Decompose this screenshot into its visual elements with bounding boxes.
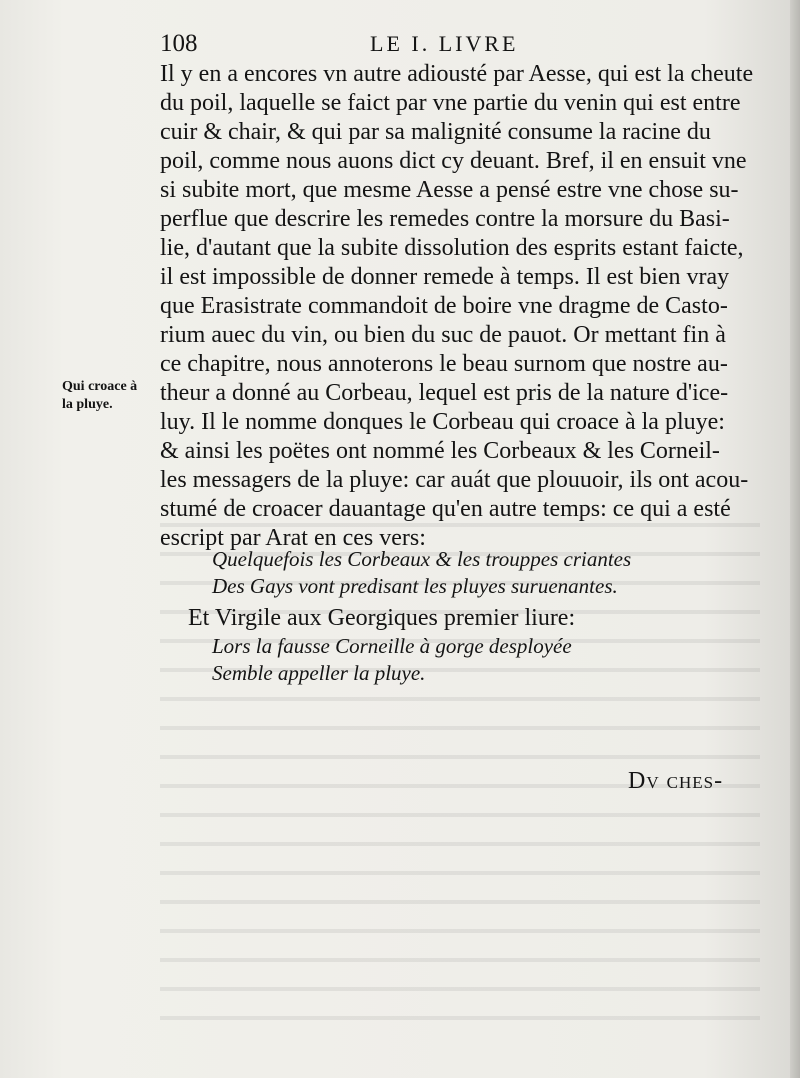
page-header [160,30,750,58]
body-line: cuir & chair, & qui par sa malignité consume la racine du [160,119,711,145]
body-line: perflue que descrire les remedes contre la morsure du Basi- [160,206,730,232]
catchword: Dv ches- [628,768,724,794]
verse-line: Semble appeller la pluye. [212,661,426,685]
body-line: si subite mort, que mesme Aesse a pensé estre vne chose su- [160,177,739,203]
virgile-intro-line: Et Virgile aux Georgiques premier liure: [188,605,576,631]
body-line: poil, comme nous auons dict cy deuant. Bref, il en ensuit vne [160,148,747,174]
verse-line: Des Gays vont predisant les pluyes suruenantes. [212,574,618,598]
verse-line: Quelquefois les Corbeaux & les trouppes criantes [212,547,632,571]
body-line: ce chapitre, nous annoterons le beau surnom que nostre au- [160,351,728,377]
page-number: 108 [160,30,198,57]
verse-arat [212,546,752,600]
body-line: & ainsi les poëtes ont nommé les Corbeaux & les Corneil- [160,438,720,464]
margin-note-line-1: Qui croace à [62,379,138,394]
body-line: luy. Il le nomme donques le Corbeau qui croace à la pluye: [160,409,725,435]
body-line: du poil, laquelle se faict par vne partie du venin qui est entre [160,90,741,116]
body-line: il est impossible de donner remede à temps. Il est bien vray [160,264,730,290]
body-line: theur a donné au Corbeau, lequel est pris de la nature d'ice- [160,380,729,406]
verse-virgile [212,633,752,687]
margin-note [62,378,158,414]
body-text [160,60,760,553]
body-line: stumé de croacer dauantage qu'en autre temps: ce qui a esté [160,496,731,522]
running-head: LE I. LIVRE [370,31,519,56]
body-line: Il y en a encores vn autre adiousté par Aesse, qui est la cheute [160,61,754,87]
verse-line: Lors la fausse Corneille à gorge desployée [212,634,572,658]
body-line: lie, d'autant que la subite dissolution des esprits estant faicte, [160,235,744,261]
body-line: rium auec du vin, ou bien du suc de pauot. Or mettant fin à [160,322,726,348]
body-line: que Erasistrate commandoit de boire vne dragme de Casto- [160,293,728,319]
margin-note-line-2: la pluye. [62,397,113,412]
page-spine-shadow [790,0,800,1078]
body-line: escript par Arat en ces vers: [160,525,426,551]
body-line: les messagers de la pluye: car auát que plouuoir, ils ont acou- [160,467,749,493]
